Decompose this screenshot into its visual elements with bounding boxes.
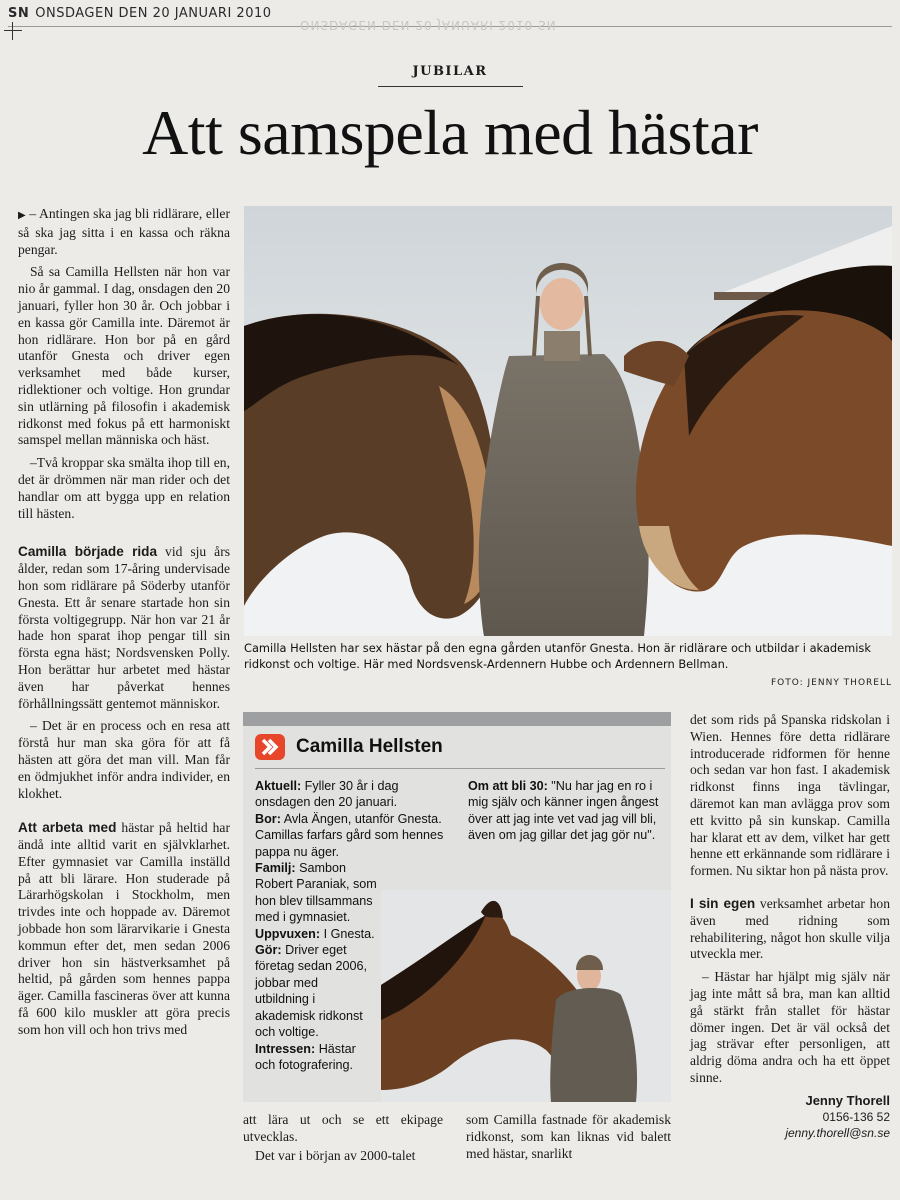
article-column-2-tail [243, 1112, 443, 1170]
article-column-1 [18, 206, 230, 1045]
arrow-icon: ▶ [18, 210, 26, 221]
photo-caption: Camilla Hellsten har sex hästar på den egna gården utanför Gnesta. Hon är ridlärare och utbildar i akademisk ridkonst och voltige. Här med Nordsvensk-Ardennern Hubbe och Ardennern Bellman. [244, 641, 871, 671]
author-name: Jenny Thorell [805, 1092, 890, 1108]
paragraph: att lära ut och se ett ekipage utvecklas. [243, 1112, 443, 1144]
secondary-photo-illustration [381, 890, 671, 1102]
photo-illustration [244, 206, 892, 636]
registration-mark-icon [4, 22, 22, 40]
fact-box-rule [255, 768, 665, 769]
section-label: SN [8, 6, 30, 21]
masthead-date: ONSDAGEN DEN 20 JANUARI 2010 [35, 6, 272, 21]
paragraph: – Hästar har hjälpt mig själv när jag inte mått så bra, man kan alltid gå stärkt från stallet för hästar dömer ingen. Det är väl också det jag strävar efter personligen, att aldrig döma andra och ha ett öppet sinne. [690, 969, 890, 1085]
fact-box-quote: Om att bli 30: "Nu har jag en ro i mig själv och känner ingen ångest över att jag inte vet vad jag vill bli, även om jag gillar det jag gör nu". [468, 779, 659, 843]
secondary-photo [381, 890, 671, 1102]
kicker: JUBILAR [412, 64, 488, 79]
paragraph: Det var i början av 2000-talet [255, 1147, 416, 1163]
fact-item: Aktuell: Fyller 30 år i dag onsdagen den 20 januari. [255, 779, 399, 810]
fact-item: Intressen: Hästar och fotografering. [255, 1041, 356, 1072]
author-phone: 0156-136 52 [822, 1109, 890, 1124]
fact-item: Uppvuxen: I Gnesta. [255, 926, 375, 941]
article-column-3-tail [466, 1112, 671, 1168]
author-email: jenny.thorell@sn.se [785, 1125, 890, 1140]
chevron-icon-shape [255, 734, 285, 760]
photo-credit: FOTO: JENNY THORELL [770, 678, 892, 688]
chevron-right-icon [255, 734, 285, 760]
fact-box-title: Camilla Hellsten [296, 736, 443, 757]
paragraph: det som rids på Spanska ridskolan i Wien. Hennes före detta ridlärare introducerade ridformen för henne och sedan var hon fast. I akademisk ridkonst finns inga tävlingar, däremot kan man avlägga prov som ett kvitto på sin kunskap. Camilla har klarat ett av dem, vilket har gett henne ett erkännande som ridlärare i formen. Nu siktar hon på nästa prov. [690, 712, 890, 879]
paragraph: I sin egen verksamhet arbetar hon även med ridning som rehabilitering, något hon skulle vilja utveckla mer. [690, 895, 890, 962]
paragraph: Så sa Camilla Hellsten när hon var nio år gammal. I dag, onsdagen den 20 januari, fyller hon 30 år. Och jobbar i en kassa gör Camilla inte. Däremot är hon ridlärare. Hon bor på en gård utanför Gnesta och driver egen verksamhet med både kurser, ridlektioner och voltige. Hon grundar sin utlärning på filosofin i akademisk ridkonst med fokus på ett harmoniskt samspel mellan människa och häst. [18, 264, 230, 448]
main-photo [244, 206, 892, 636]
paragraph: –Två kroppar ska smälta ihop till en, det är drömmen när man rider och det handlar om att bygga upp en relation till hästen. [18, 455, 230, 521]
fact-item: Bor: Avla Ängen, utanför Gnesta. Camillas farfars gård som hennes pappa nu äger. [255, 811, 444, 859]
fact-item: Gör: Driver eget företag sedan 2006, jobbar med utbildning i akademisk ridkonst och voltige. [255, 943, 368, 1040]
paragraph: ▶ – Antingen ska jag bli ridlärare, eller så ska jag sitta i en kassa och räkna pengar. [18, 206, 230, 257]
article-column-4 [690, 712, 890, 1141]
ghost-print: ONSDAGEN DEN 20 JANUARI 2010 SN [300, 18, 557, 32]
paragraph: som Camilla fastnade för akademisk ridkonst, som kan liknas vid balett med hästar, snarlikt [466, 1112, 671, 1161]
page-title: Att samspela med hästar [142, 97, 758, 168]
fact-box-bar [243, 712, 671, 726]
byline [690, 1093, 890, 1141]
paragraph: Camilla började rida vid sju års ålder, redan som 17-åring undervisade hon som ridlärare på Söderby utanför Gnesta. Ett år senare startade hon sin första voltigegrupp. När hon var 21 år hade hon sparat ihop pengar till sin första egna häst; Nordsvensken Polly. Hon berättar hur arbetet med hästar även har påverkat hennes förhållningssätt gentemot människor. [18, 544, 231, 711]
paragraph: – Det är en process och en resa att förstå hur man ska göra för att få hästen att göra det man vill. Man får en ödmjukhet inför andra individer, en klokhet. [18, 718, 230, 801]
kicker-rule [378, 86, 523, 87]
paragraph: Att arbeta med hästar på heltid har ändå inte alltid varit en självklarhet. Efter gymnasiet var Camilla inställd på att bli lärare. Hon studerade på Lärarhögskolan i Stockholm, men trivdes inte och hoppade av. Däremot jobbade hon som lärarvikarie i Gnesta kommun efter det, men sedan 2006 driver hon sin hästverksamhet på heltid, på gården som hennes pappa äger. Camilla fascineras över att kunna få 600 kilo muskler att göra precis som hon vill och hon trivs med [18, 820, 230, 1037]
fact-item: Familj: Sambon Robert Paraniak, som hon blev tillsammans med i gymnasiet. [255, 861, 377, 925]
